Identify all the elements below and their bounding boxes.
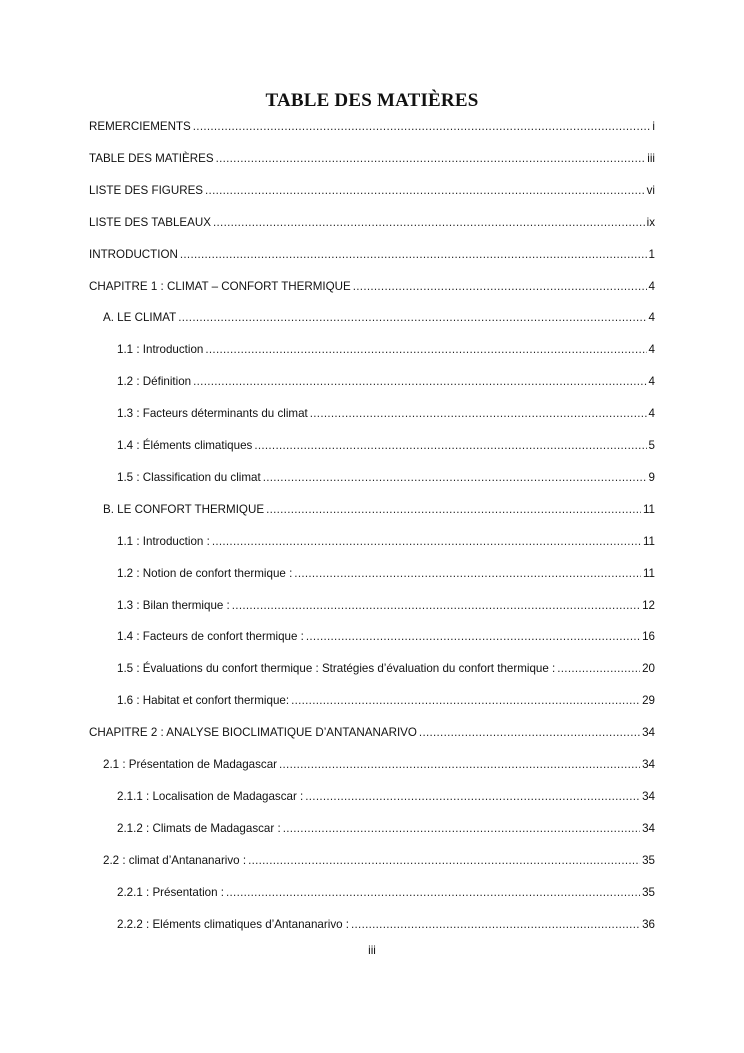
toc-entry-page-number: 34 [642,821,655,835]
toc-dot-leader [193,374,646,390]
toc-entry[interactable] [89,183,655,199]
toc-entry-label: INTRODUCTION [89,247,178,261]
toc-entry[interactable] [117,534,655,550]
toc-entry-label: 1.1 : Introduction : [117,534,210,548]
toc-entry[interactable] [117,342,655,358]
toc-entry[interactable] [89,215,655,231]
toc-dot-leader [216,151,646,167]
toc-entry-page-number: 4 [648,375,655,389]
toc-entry-label: 2.2 : climat d’Antananarivo : [103,853,247,867]
toc-entry-page-number: 29 [642,694,655,708]
toc-entry-page-number: 36 [642,917,655,931]
toc-entry-label: 1.3 : Facteurs déterminants du climat [117,407,308,421]
toc-entry-label: CHAPITRE 2 : ANALYSE BIOCLIMATIQUE D’ANTANANARIVO [89,726,417,740]
toc-entry-label: REMERCIEMENTS [89,120,191,133]
toc-entry[interactable] [117,789,655,805]
toc-entry-label: 1.3 : Bilan thermique : [117,598,230,612]
toc-dot-leader [283,821,640,837]
toc-dot-leader [263,470,647,486]
toc-entry-page-number: ix [646,215,655,229]
toc-dot-leader [279,757,640,773]
toc-entry-label: TABLE DES MATIÈRES [89,151,214,165]
toc-entry[interactable] [117,566,655,582]
toc-entry-label: A. LE CLIMAT [103,311,177,325]
toc-entry[interactable] [89,151,655,167]
toc-dot-leader [291,693,640,709]
toc-entry-label: 1.1 : Introduction [117,343,204,357]
toc-entry[interactable] [117,885,655,901]
toc-entry[interactable] [117,661,655,677]
toc-entry-page-number: 34 [642,726,655,740]
page-title: TABLE DES MATIÈRES [265,90,479,111]
toc-entry-page-number: 34 [642,758,655,771]
toc-entry-page-number: 1 [648,247,655,261]
toc-entry-label: 1.2 : Définition [117,375,192,389]
toc-entry-page-number: iii [647,151,655,165]
toc-entry-page-number: 34 [642,789,655,803]
toc-entry-label: 2.1.2 : Climats de Madagascar : [117,821,281,835]
toc-entry[interactable] [89,725,655,741]
toc-dot-leader [351,917,640,933]
toc-entry-label: 2.1.1 : Localisation de Madagascar : [117,789,304,803]
toc-entry-label: 1.5 : Évaluations du confort thermique : Stratégies d’évaluation du confort thermique : [117,662,556,676]
toc-entry-page-number: 5 [648,439,655,452]
toc-dot-leader [353,279,647,295]
toc-dot-leader [226,885,640,901]
toc-dot-leader [305,789,640,805]
toc-entry-page-number: 11 [642,502,655,516]
toc-entry[interactable] [103,310,655,326]
toc-entry-label: B. LE CONFORT THERMIQUE [103,502,265,516]
toc-dot-leader [178,310,646,326]
toc-dot-leader [306,629,640,645]
toc-entry-label: LISTE DES TABLEAUX [89,215,211,229]
toc-entry-page-number: i [652,120,655,133]
toc-dot-leader [557,661,640,677]
toc-dot-leader [180,247,647,263]
toc-dot-leader [266,502,641,518]
page-number-footer: iii [368,944,376,957]
toc-entry-label: 1.2 : Notion de confort thermique : [117,566,293,580]
toc-dot-leader [294,566,641,582]
toc-entry-label: CHAPITRE 1 : CLIMAT – CONFORT THERMIQUE [89,279,351,293]
toc-entry-page-number: 4 [648,279,655,293]
toc-entry-page-number: 20 [642,662,655,676]
toc-dot-leader [213,215,645,231]
toc-entry-page-number: 4 [648,407,655,421]
toc-entry-page-number: 4 [648,311,655,325]
toc-entry[interactable] [117,917,655,933]
toc-dot-leader [212,534,641,550]
toc-entry[interactable] [117,438,655,454]
toc-entry-label: 1.4 : Facteurs de confort thermique : [117,630,304,644]
toc-entry[interactable] [117,406,655,422]
toc-entry-page-number: 35 [642,885,655,899]
toc-entry-page-number: 11 [642,566,655,580]
toc-entry-label: 2.1 : Présentation de Madagascar [103,758,278,771]
toc-entry-page-number: 12 [642,598,655,612]
toc-dot-leader [205,183,645,199]
toc-dot-leader [232,598,640,614]
toc-entry-label: 1.6 : Habitat et confort thermique: [117,694,290,708]
toc-entry[interactable] [89,119,655,135]
toc-entry-page-number: 9 [648,470,655,484]
toc-entry[interactable] [117,821,655,837]
toc-dot-leader [254,438,646,454]
toc-dot-leader [248,853,640,869]
toc-entry-label: 1.5 : Classification du climat [117,470,261,484]
toc-entry-label: LISTE DES FIGURES [89,183,204,197]
toc-entry-page-number: 35 [642,853,655,867]
toc-dot-leader [310,406,647,422]
toc-entry[interactable] [89,247,655,263]
toc-entry[interactable] [103,502,655,518]
toc-entry-page-number: 16 [642,630,655,644]
toc-entry-page-number: 11 [642,534,655,548]
toc-entry[interactable] [117,693,655,709]
toc-dot-leader [193,119,651,135]
toc-dot-leader [205,342,646,358]
toc-entry[interactable] [117,374,655,390]
toc-entry-label: 2.2.2 : Eléments climatiques d’Antananarivo : [117,917,349,931]
toc-dot-leader [419,725,640,741]
toc-entry[interactable] [89,279,655,295]
toc-entry-label: 2.2.1 : Présentation : [117,885,224,899]
toc-entry-page-number: 4 [648,343,655,357]
toc-entry[interactable] [117,598,655,614]
toc-entry[interactable] [117,629,655,645]
toc-entry[interactable] [103,757,655,773]
toc-entry-label: 1.4 : Éléments climatiques [117,439,253,452]
toc-entry[interactable] [103,853,655,869]
toc-entry[interactable] [117,470,655,486]
toc-entry-page-number: vi [646,183,655,197]
